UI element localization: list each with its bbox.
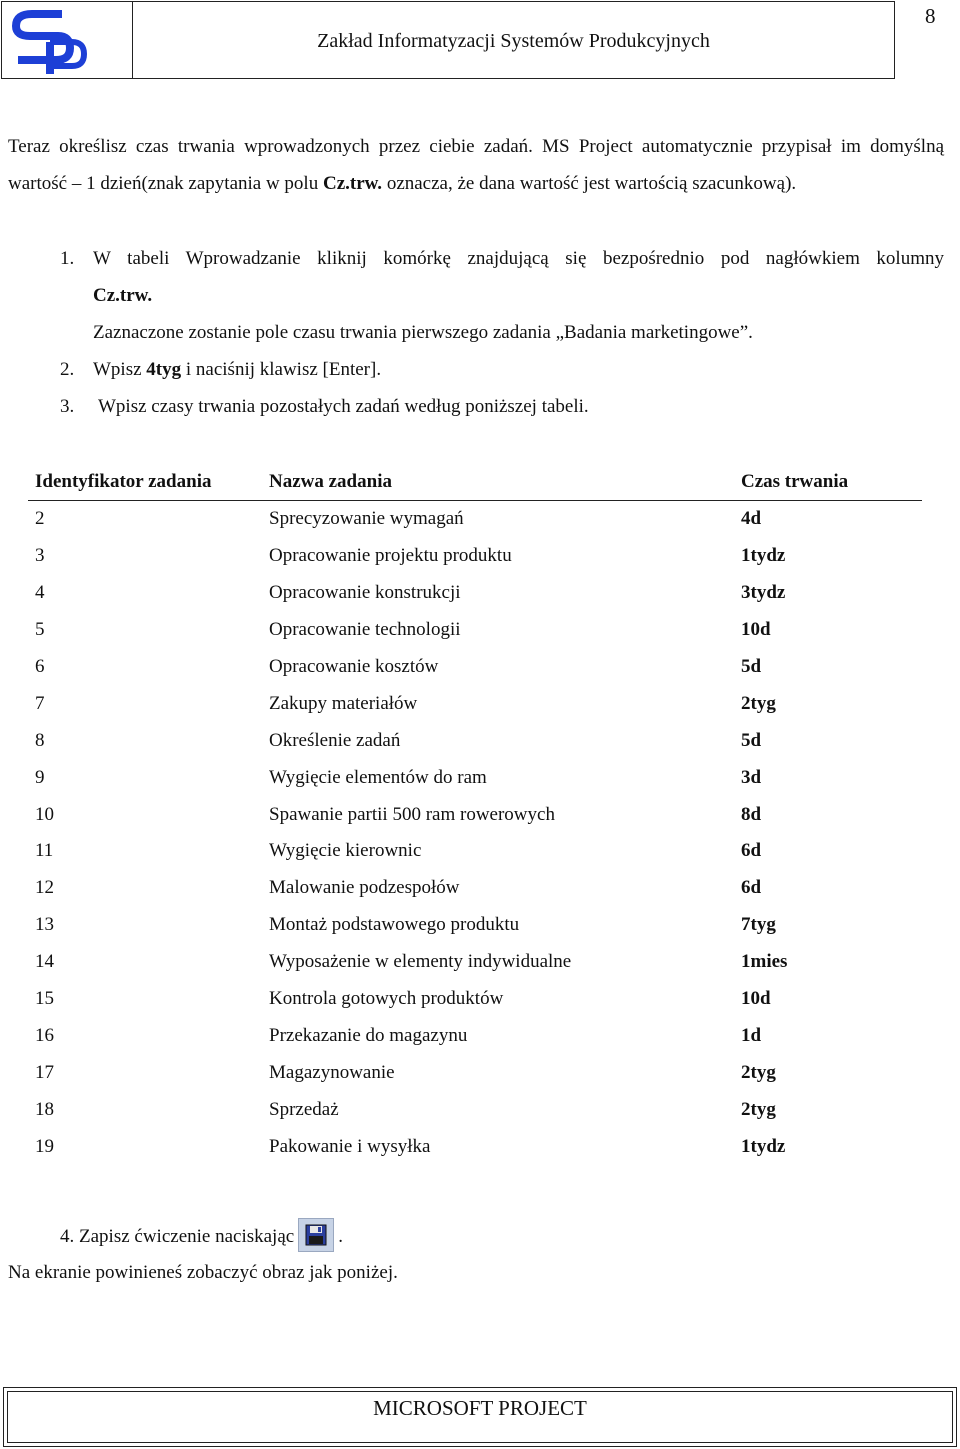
step-4 <box>60 1212 343 1262</box>
table-row <box>28 685 922 722</box>
table-row <box>28 1128 922 1165</box>
footer-inner <box>7 1391 953 1443</box>
task-name-cell: Wyposażenie w elementy indywidualne <box>269 951 572 973</box>
page-header <box>1 1 895 79</box>
table-row <box>28 1054 922 1091</box>
intro-paragraph <box>8 128 944 202</box>
table-row <box>28 649 922 686</box>
column-header-id: Identyfikator zadania <box>28 464 269 501</box>
task-name-cell: Malowanie podzespołów <box>269 877 460 899</box>
task-id-cell: 3 <box>35 545 45 567</box>
table-row <box>28 612 922 649</box>
step-2-number: 2. <box>60 359 75 380</box>
task-duration-cell: 10d <box>741 988 771 1010</box>
task-name-cell: Opracowanie konstrukcji <box>269 582 461 604</box>
intro-field-name: Cz.trw. <box>322 173 383 194</box>
task-name-cell: Pakowanie i wysyłka <box>269 1135 431 1157</box>
task-duration-cell: 5d <box>741 656 762 677</box>
task-duration-cell: 8d <box>741 803 762 825</box>
table-row <box>28 944 922 981</box>
task-duration-cell: 1mies <box>741 951 788 973</box>
table-row <box>28 833 922 870</box>
task-id-cell: 8 <box>35 729 45 751</box>
task-duration-cell: 2tyg <box>741 692 776 714</box>
column-header-name: Nazwa zadania <box>269 464 741 501</box>
page-number: 8 <box>925 4 936 28</box>
step-1-field: Cz.trw. <box>93 285 153 306</box>
task-id-cell: 14 <box>35 951 54 973</box>
task-id-cell: 6 <box>35 656 45 677</box>
task-id-cell: 18 <box>35 1098 54 1120</box>
task-id-cell: 17 <box>35 1061 54 1083</box>
step-1 <box>60 240 944 351</box>
task-name-cell: Sprecyzowanie wymagań <box>269 508 464 530</box>
table-row <box>28 907 922 944</box>
task-name-cell: Opracowanie projektu produktu <box>269 545 512 567</box>
task-name-cell: Montaż podstawowego produktu <box>269 914 520 936</box>
table-row <box>28 575 922 612</box>
table-row <box>28 1091 922 1128</box>
footer-title: MICROSOFT PROJECT <box>373 1396 587 1420</box>
task-id-cell: 11 <box>35 840 54 862</box>
task-duration-cell: 2tyg <box>741 1098 776 1120</box>
step-2-post: i naciśnij klawisz [Enter]. <box>181 359 382 380</box>
task-duration-cell: 5d <box>741 729 762 751</box>
page-footer <box>3 1387 957 1447</box>
task-id-cell: 13 <box>35 914 54 936</box>
outro-text: Na ekranie powinieneś zobaczyć obraz jak poniżej. <box>8 1262 398 1283</box>
intro-text-2: oznacza, że dana wartość jest wartością szacunkową). <box>382 173 797 194</box>
task-duration-cell: 4d <box>741 508 762 530</box>
task-id-cell: 2 <box>35 508 45 530</box>
step-1-text: W tabeli Wprowadzanie kliknij komórkę znajdującą się bezpośrednio pod nagłówkiem kolumny <box>93 248 944 269</box>
header-title: Zakład Informatyzacji Systemów Produkcyjnych <box>317 29 710 52</box>
step-1-note: Zaznaczone zostanie pole czasu trwania pierwszego zadania „Badania marketingowe”. <box>93 322 753 343</box>
intro-text-1: Teraz określisz czas trwania wprowadzonych przez ciebie zadań. MS Project automatycznie przypisał im domyślną wartość – 1 dzień(znak zapytania w polu <box>8 136 944 194</box>
table-row <box>28 501 922 538</box>
step-4-text: 4. Zapisz ćwiczenie naciskając <box>60 1226 295 1247</box>
steps-list <box>60 240 944 425</box>
step-1-number: 1. <box>60 248 75 269</box>
task-id-cell: 19 <box>35 1135 54 1157</box>
step-2-text <box>60 351 944 388</box>
step-3 <box>60 388 944 425</box>
table-row <box>28 981 922 1018</box>
task-duration-cell: 3tydz <box>741 582 786 604</box>
task-duration-cell: 1d <box>741 1024 762 1046</box>
table-row <box>28 759 922 796</box>
task-id-cell: 16 <box>35 1024 54 1046</box>
task-duration-table <box>28 464 922 1165</box>
table-header-row <box>28 464 922 501</box>
task-name-cell: Przekazanie do magazynu <box>269 1024 468 1046</box>
task-duration-cell: 6d <box>741 840 762 862</box>
task-id-cell: 12 <box>35 877 54 899</box>
task-name-cell: Sprzedaż <box>269 1098 339 1120</box>
task-duration-cell: 1tydz <box>741 1135 786 1157</box>
zisp-logo <box>10 6 90 76</box>
task-id-cell: 7 <box>35 692 45 714</box>
step-4-period: . <box>338 1226 343 1247</box>
task-id-cell: 10 <box>35 803 54 825</box>
table-row <box>28 870 922 907</box>
task-name-cell: Zakupy materiałów <box>269 692 418 714</box>
task-duration-cell: 7tyg <box>741 914 776 936</box>
column-header-duration: Czas trwania <box>741 464 922 501</box>
table-row <box>28 796 922 833</box>
step-2 <box>60 351 944 388</box>
task-id-cell: 15 <box>35 988 54 1010</box>
save-icon <box>298 1218 334 1252</box>
step-2-pre: Wpisz <box>93 359 147 380</box>
task-name-cell: Magazynowanie <box>269 1061 395 1083</box>
task-id-cell: 5 <box>35 619 45 641</box>
task-duration-cell: 1tydz <box>741 545 786 567</box>
task-name-cell: Opracowanie kosztów <box>269 656 439 677</box>
task-duration-cell: 3d <box>741 766 762 788</box>
task-duration-cell: 2tyg <box>741 1061 776 1083</box>
table-row <box>28 538 922 575</box>
task-duration-cell: 10d <box>741 619 771 641</box>
table-row <box>28 1017 922 1054</box>
task-duration-cell: 6d <box>741 877 762 899</box>
step-2-value: 4tyg <box>146 359 182 380</box>
table-row <box>28 722 922 759</box>
task-name-cell: Wygięcie elementów do ram <box>269 766 487 788</box>
step-3-text: Wpisz czasy trwania pozostałych zadań według poniższej tabeli. <box>98 396 589 417</box>
task-name-cell: Wygięcie kierownic <box>269 840 422 862</box>
task-name-cell: Opracowanie technologii <box>269 619 461 641</box>
task-name-cell: Określenie zadań <box>269 729 401 751</box>
step-3-number: 3. <box>60 396 75 417</box>
task-name-cell: Spawanie partii 500 ram rowerowych <box>269 803 555 825</box>
task-id-cell: 9 <box>35 766 45 788</box>
logo-cell <box>2 2 133 78</box>
task-name-cell: Kontrola gotowych produktów <box>269 988 504 1010</box>
task-id-cell: 4 <box>35 582 45 604</box>
